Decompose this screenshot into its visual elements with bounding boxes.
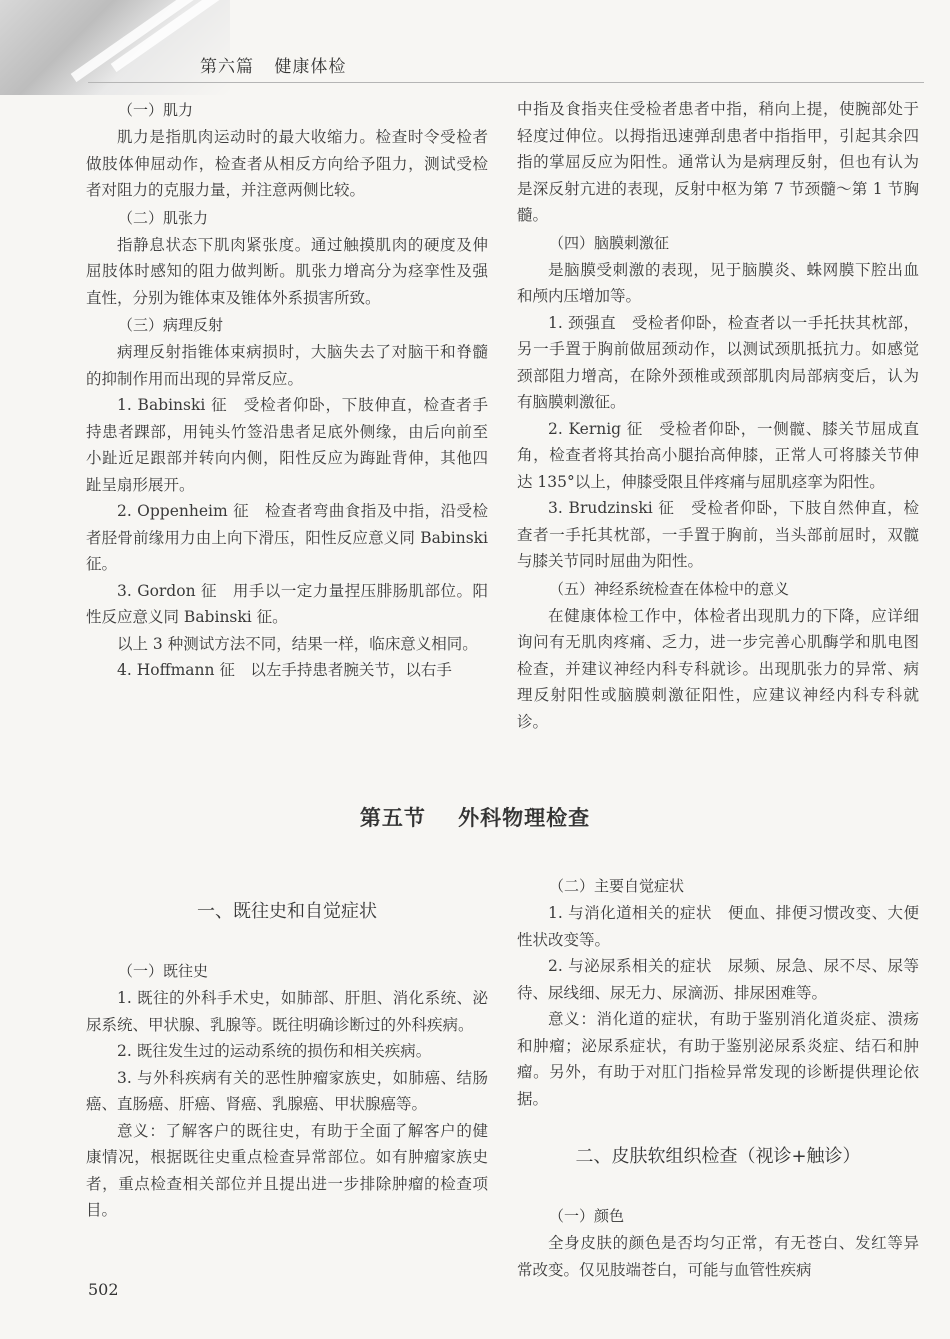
paragraph: 1. Babinski 征 受检者仰卧，下肢伸直，检查者手持患者踝部，用钝头竹签沿患者足底外侧缘，由后向前至小趾近足跟部并转向内侧，阳性反应为踇趾背伸，其他四趾呈扇形展开。 (86, 396, 488, 494)
paragraph: 3. Brudzinski 征 受检者仰卧，下肢自然伸直，检查者一手托其枕部，一手置于胸前，当头部前屈时，双髋与膝关节同时屈曲为阳性。 (517, 499, 919, 570)
paragraph: 在健康体检工作中，体检者出现肌力的下降，应详细询问有无肌肉疼痛、乏力，进一步完善心肌酶学和肌电图检查，并建议神经内科专科就诊。出现肌张力的异常、病理反射阳性或脑膜刺激征阳性，应建议神经内科专科就诊。 (517, 606, 919, 731)
header-title: 健康体检 (274, 57, 347, 77)
right-column-bottom (517, 872, 919, 1283)
page-number: 502 (88, 1280, 119, 1299)
subsection-heading: （一）既往史 (118, 962, 209, 980)
paragraph: 1. 与消化道相关的症状 便血、排便习惯改变、大便性状改变等。 (517, 904, 919, 949)
section-title (0, 802, 950, 832)
paragraph: 2. 既往发生过的运动系统的损伤和相关疾病。 (117, 1042, 432, 1060)
paragraph: 2. Oppenheim 征 检查者弯曲食指及中指，沿受检者胫骨前缘用力由上向下滑压，阳性反应意义同 Babinski 征。 (86, 502, 488, 573)
subsection-heading: （三）病理反射 (118, 316, 224, 334)
paragraph: 2. 与泌尿系相关的症状 尿频、尿急、尿不尽、尿等待、尿线细、尿无力、尿滴沥、排尿困难等。 (517, 957, 919, 1002)
paragraph: 2. Kernig 征 受检者仰卧，一侧髋、膝关节屈成直角，检查者将其抬高小腿抬高伸膝，正常人可将膝关节伸达 135°以上，伸膝受限且伴疼痛与屈肌痉挛为阳性。 (517, 419, 919, 491)
header-part: 第六篇 (200, 57, 254, 77)
paragraph: 意义：消化道的症状，有助于鉴别消化道炎症、溃疡和肿瘤；泌尿系症状，有助于鉴别泌尿系炎症、结石和肿瘤。另外，有助于对肛门指检异常发现的诊断提供理论依据。 (517, 1010, 919, 1108)
paragraph: 意义：了解客户的既往史，有助于全面了解客户的健康情况，根据既往史重点检查异常部位。如有肿瘤家族史者，重点检查相关部位并且提出进一步排除肿瘤的检查项目。 (86, 1121, 488, 1219)
paragraph: 指静息状态下肌肉紧张度。通过触摸肌肉的硬度及伸屈肢体时感知的阻力做判断。肌张力增高分为痉挛性及强直性，分别为锥体束及锥体外系损害所致。 (86, 235, 488, 307)
paragraph: 是脑膜受刺激的表现，见于脑膜炎、蛛网膜下腔出血和颅内压增加等。 (517, 260, 919, 305)
running-header (200, 52, 360, 77)
right-column-top (517, 96, 919, 735)
paragraph: 3. Gordon 征 用手以一定力量捏压腓肠肌部位。阳性反应意义同 Babinski 征。 (86, 581, 488, 626)
paragraph: 病理反射指锥体束病损时，大脑失去了对脑干和脊髓的抑制作用而出现的异常反应。 (86, 343, 488, 388)
header-rule (88, 82, 924, 83)
section-heading: 一、既往史和自觉症状 (197, 901, 377, 922)
paragraph: 1. 颈强直 受检者仰卧，检查者以一手托扶其枕部，另一手置于胸前做屈颈动作，以测试颈肌抵抗力。如感觉颈部阻力增高，在除外颈椎或颈部肌肉局部病变后，认为有脑膜刺激征。 (517, 313, 919, 411)
subsection-heading: （一）颜色 (549, 1207, 625, 1225)
subsection-heading: （五）神经系统检查在体检中的意义 (549, 579, 790, 598)
paragraph: 1. 既往的外科手术史，如肺部、肝胆、消化系统、泌尿系统、甲状腺、乳腺等。既往明确诊断过的外科疾病。 (86, 989, 488, 1034)
subsection-heading: （二）主要自觉症状 (549, 877, 685, 895)
paragraph: 3. 与外科疾病有关的恶性肿瘤家族史，如肺癌、结肠癌、直肠癌、肝癌、肾癌、乳腺癌、甲状腺癌等。 (86, 1068, 488, 1113)
section-name: 外科物理检查 (458, 805, 591, 830)
left-column-top (86, 96, 488, 684)
section-number: 第五节 (359, 805, 426, 830)
subsection-heading: （一）肌力 (118, 101, 194, 119)
section-heading: 二、皮肤软组织检查（视诊+触诊） (575, 1146, 861, 1167)
paragraph: 肌力是指肌肉运动时的最大收缩力。检查时令受检者做肢体伸屈动作，检查者从相反方向给予阻力，测试受检者对阻力的克服力量，并注意两侧比较。 (86, 128, 488, 199)
subsection-heading: （四）脑膜刺激征 (549, 233, 670, 252)
left-column-bottom (86, 897, 488, 1224)
paragraph: 中指及食指夹住受检者患者中指，稍向上提，使腕部处于轻度过伸位。以拇指迅速弹刮患者中指指甲，引起其余四指的掌屈反应为阳性。通常认为是病理反射，但也有认为是深反射亢进的表现，反射中枢为第 7 节颈髓～第 1 节胸髓。 (517, 100, 919, 224)
subsection-heading: （二）肌张力 (118, 208, 209, 227)
corner-decoration (0, 0, 230, 95)
paragraph: 以上 3 种测试方法不同，结果一样，临床意义相同。 (117, 634, 478, 653)
paragraph: 全身皮肤的颜色是否均匀正常，有无苍白、发红等异常改变。仅见肢端苍白，可能与血管性疾病 (517, 1234, 919, 1279)
paragraph: 4. Hoffmann 征 以左手持患者腕关节，以右手 (117, 661, 452, 679)
